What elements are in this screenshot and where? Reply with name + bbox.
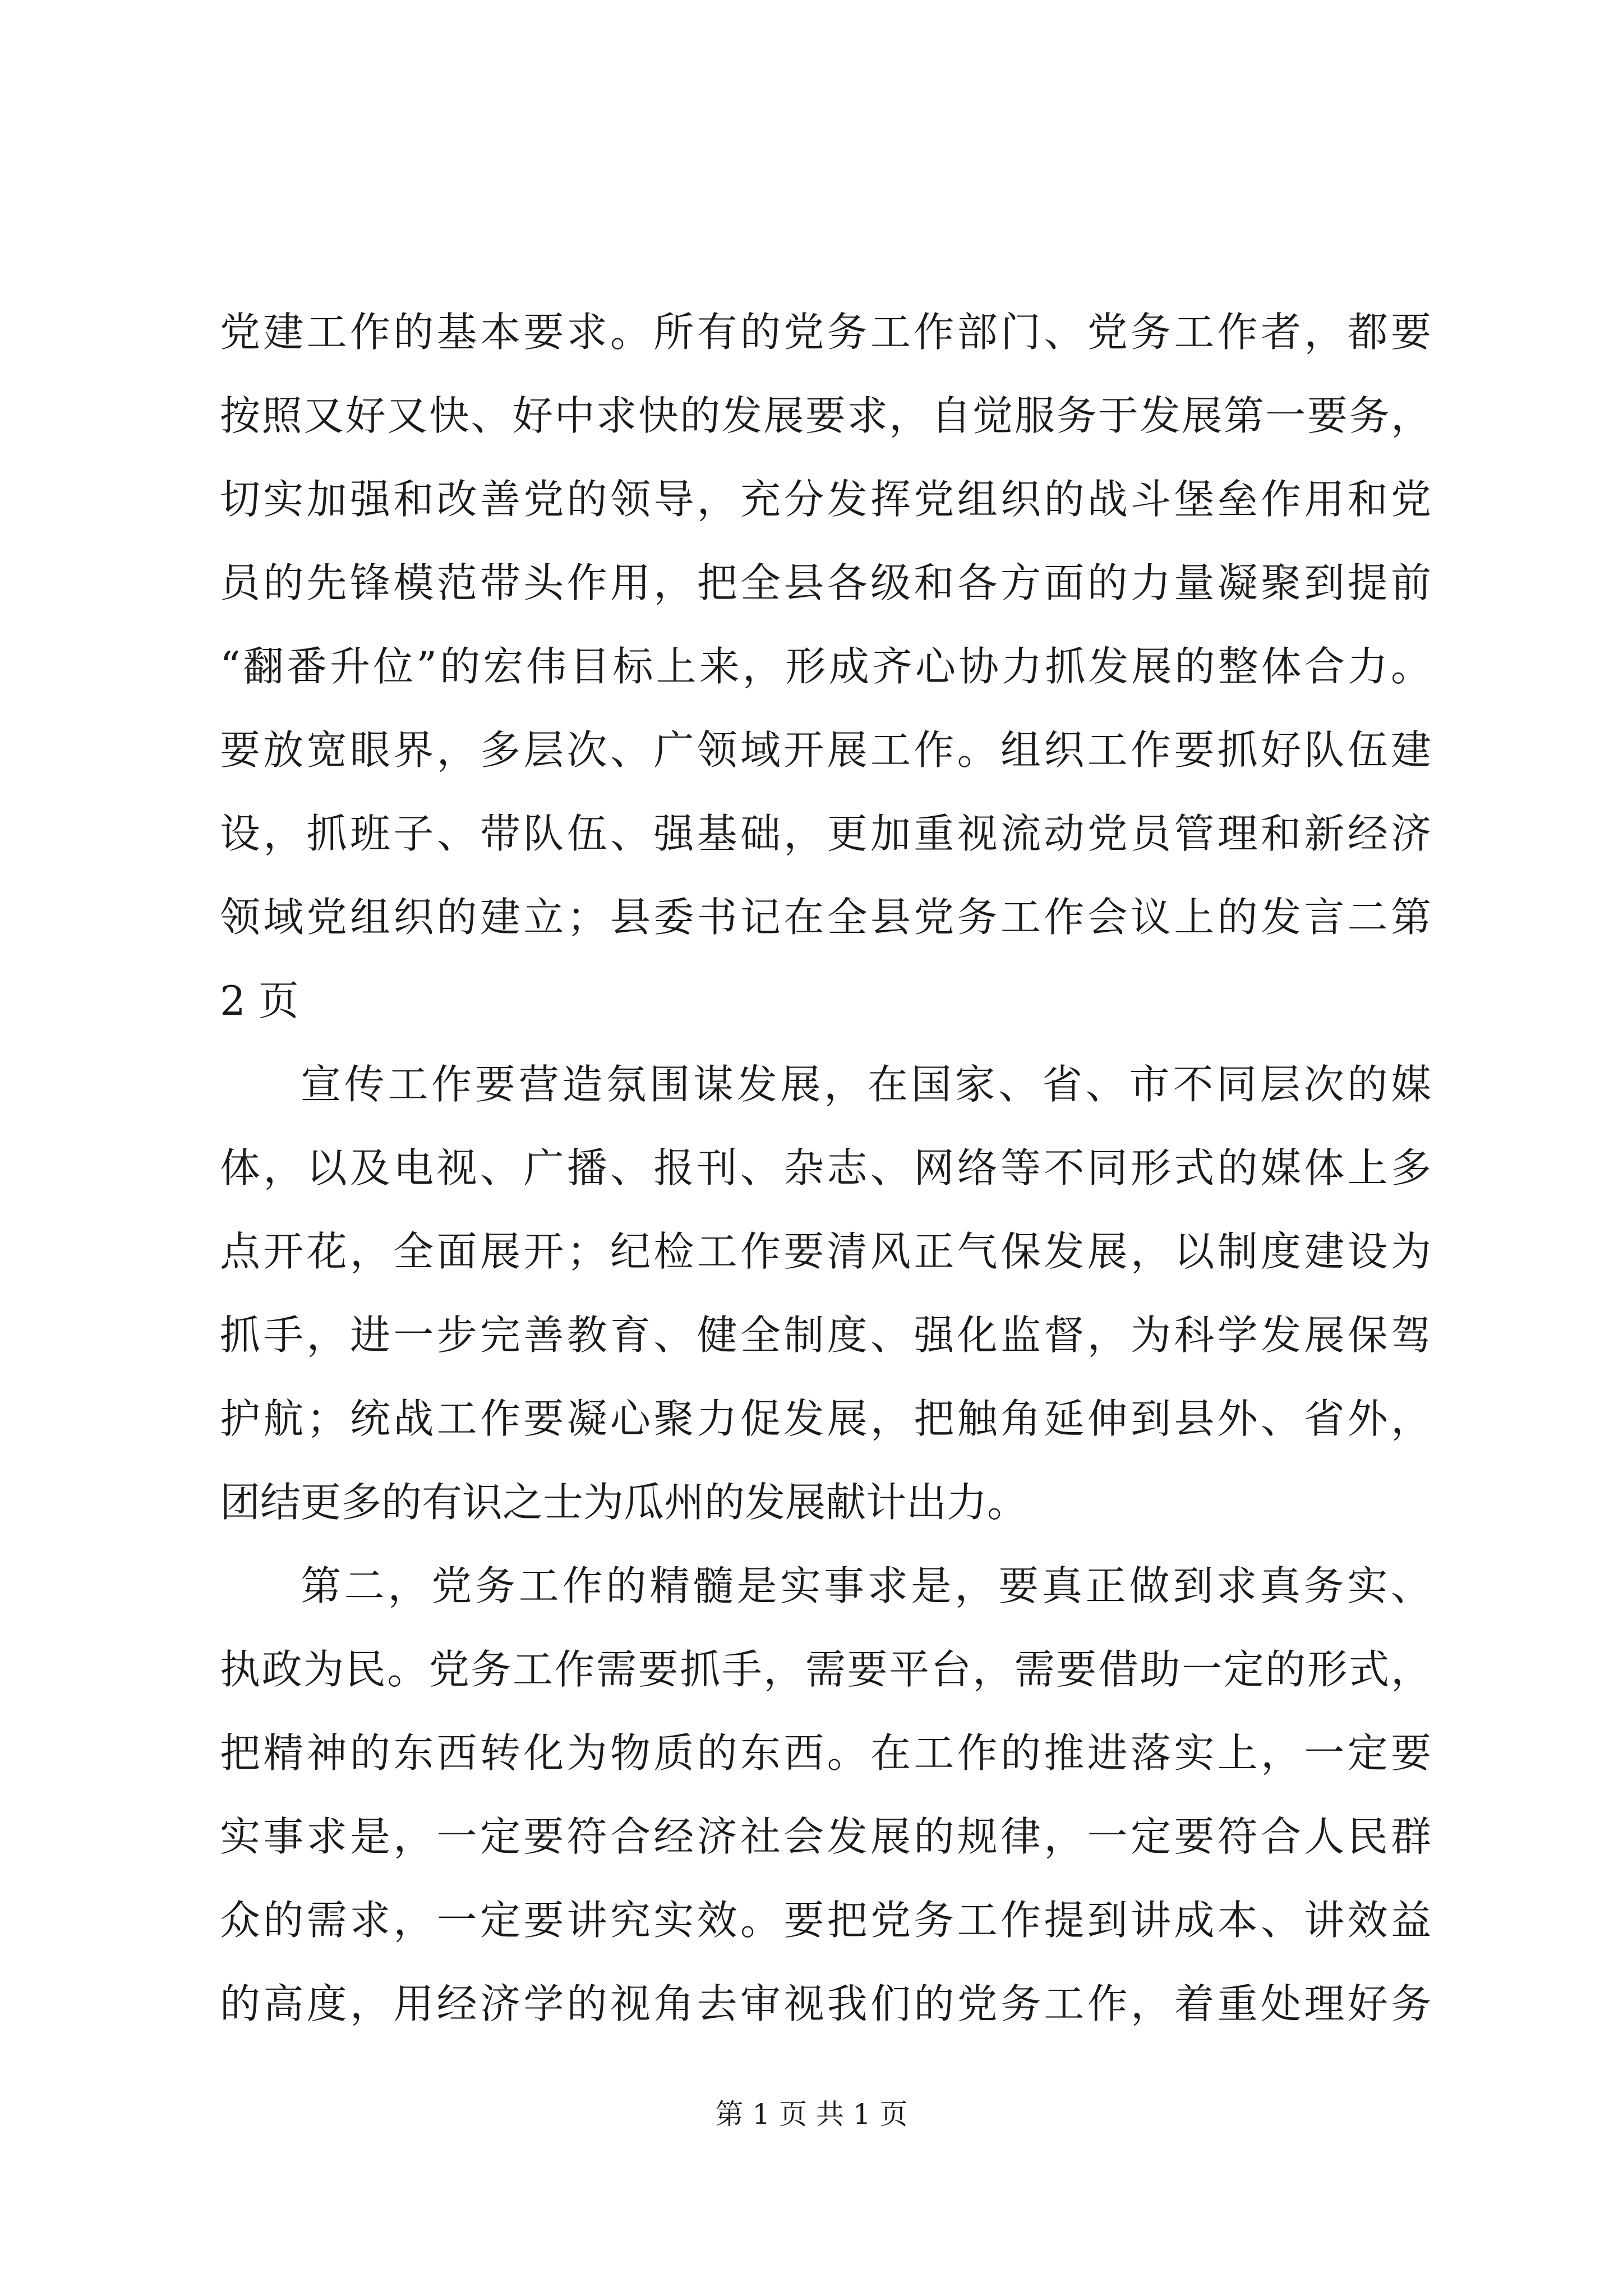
- text-line: 切实加强和改善党的领导，充分发挥党组织的战斗堡垒作用和党: [220, 476, 1431, 523]
- text-line: 体，以及电视、广播、报刊、杂志、网络等不同形式的媒体上多: [220, 1144, 1431, 1191]
- page-footer: 第 1 页 共 1 页: [715, 2098, 908, 2131]
- body-text: [220, 291, 1431, 2046]
- text-line: 要放宽眼界，多层次、广领域开展工作。组织工作要抓好队伍建: [220, 726, 1431, 774]
- text-line: 众的需求，一定要讲究实效。要把党务工作提到讲成本、讲效益: [220, 1897, 1431, 1944]
- text-line: 执政为民。党务工作需要抓手，需要平台，需要借助一定的形式，: [220, 1646, 1431, 1693]
- text-line: 宣传工作要营造氛围谋发展，在国家、省、市不同层次的媒: [301, 1061, 1431, 1108]
- text-line: 实事求是，一定要符合经济社会发展的规律，一定要符合人民群: [220, 1813, 1431, 1860]
- text-line: 设，抓班子、带队伍、强基础，更加重视流动党员管理和新经济: [220, 810, 1431, 857]
- text-line: 点开花，全面展开；纪检工作要清风正气保发展，以制度建设为: [220, 1228, 1431, 1275]
- text-line: 按照又好又快、好中求快的发展要求，自觉服务于发展第一要务，: [220, 392, 1431, 439]
- text-line: 把精神的东西转化为物质的东西。在工作的推进落实上，一定要: [220, 1729, 1431, 1777]
- text-line: 领域党组织的建立；县委书记在全县党务工作会议上的发言二第: [220, 894, 1431, 941]
- text-line: “翻番升位”的宏伟目标上来，形成齐心协力抓发展的整体合力。: [220, 643, 1431, 690]
- text-line: 抓手，进一步完善教育、健全制度、强化监督，为科学发展保驾: [220, 1312, 1431, 1359]
- text-line: 党建工作的基本要求。所有的党务工作部门、党务工作者，都要: [220, 309, 1431, 356]
- text-line: 第二，党务工作的精髓是实事求是，要真正做到求真务实、: [301, 1562, 1431, 1609]
- text-line: 护航；统战工作要凝心聚力促发展，把触角延伸到县外、省外，: [220, 1395, 1431, 1442]
- text-line: 员的先锋模范带头作用，把全县各级和各方面的力量凝聚到提前: [220, 559, 1431, 606]
- text-line: 2 页: [220, 977, 299, 1024]
- text-line: 团结更多的有识之士为瓜州的发展献计出力。: [220, 1479, 1028, 1526]
- text-line: 的高度，用经济学的视角去审视我们的党务工作，着重处理好务: [220, 1980, 1431, 2027]
